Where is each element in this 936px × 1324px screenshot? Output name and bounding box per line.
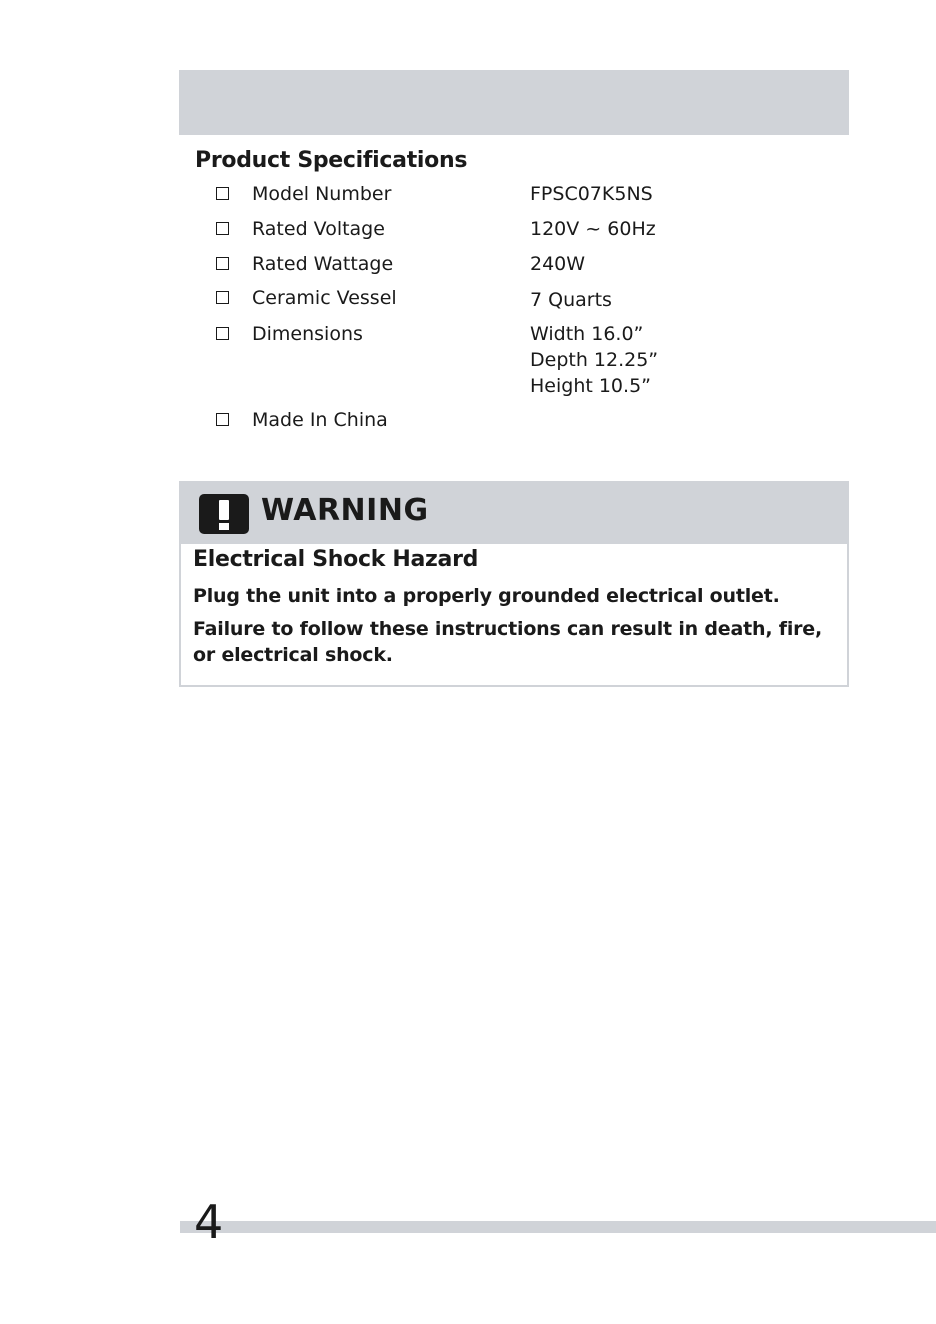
checkbox-icon [216, 291, 229, 304]
spec-value-line: 120V ~ 60Hz [530, 218, 656, 240]
warning-title: WARNING [261, 493, 429, 528]
checkbox-icon [216, 413, 229, 426]
spec-label: Ceramic Vessel [252, 287, 397, 309]
spec-value [530, 216, 656, 242]
spec-label: Model Number [252, 183, 392, 205]
spec-label: Made In China [252, 409, 388, 431]
checkbox-icon [216, 327, 229, 340]
spec-value [530, 251, 585, 277]
spec-value-line: Depth 12.25” [530, 349, 659, 371]
spec-value [530, 181, 653, 207]
header-band [179, 70, 849, 135]
checkbox-icon [216, 187, 229, 200]
spec-label: Rated Voltage [252, 218, 385, 240]
warning-instruction: Plug the unit into a properly grounded electrical outlet. [193, 585, 780, 607]
spec-value-line: 240W [530, 253, 586, 275]
warning-box [179, 481, 849, 687]
spec-value-line: 7 Quarts [530, 289, 612, 311]
spec-value [530, 321, 658, 399]
spec-value [530, 287, 612, 313]
specifications-heading: Product Specifications [195, 148, 468, 173]
warning-header [181, 483, 847, 544]
warning-consequence-line-2: or electrical shock. [193, 644, 393, 666]
warning-consequence-line-1: Failure to follow these instructions can result in death, fire, [193, 618, 823, 640]
spec-value-line: Height 10.5” [530, 375, 651, 397]
footer-bar [180, 1221, 936, 1233]
spec-value-line: FPSC07K5NS [530, 183, 653, 205]
spec-value-line: Width 16.0” [530, 323, 644, 345]
hazard-title: Electrical Shock Hazard [193, 547, 479, 572]
exclamation-icon [199, 494, 249, 534]
spec-label: Dimensions [252, 323, 363, 345]
page-number: 4 [194, 1195, 224, 1249]
spec-label: Rated Wattage [252, 253, 394, 275]
checkbox-icon [216, 222, 229, 235]
checkbox-icon [216, 257, 229, 270]
